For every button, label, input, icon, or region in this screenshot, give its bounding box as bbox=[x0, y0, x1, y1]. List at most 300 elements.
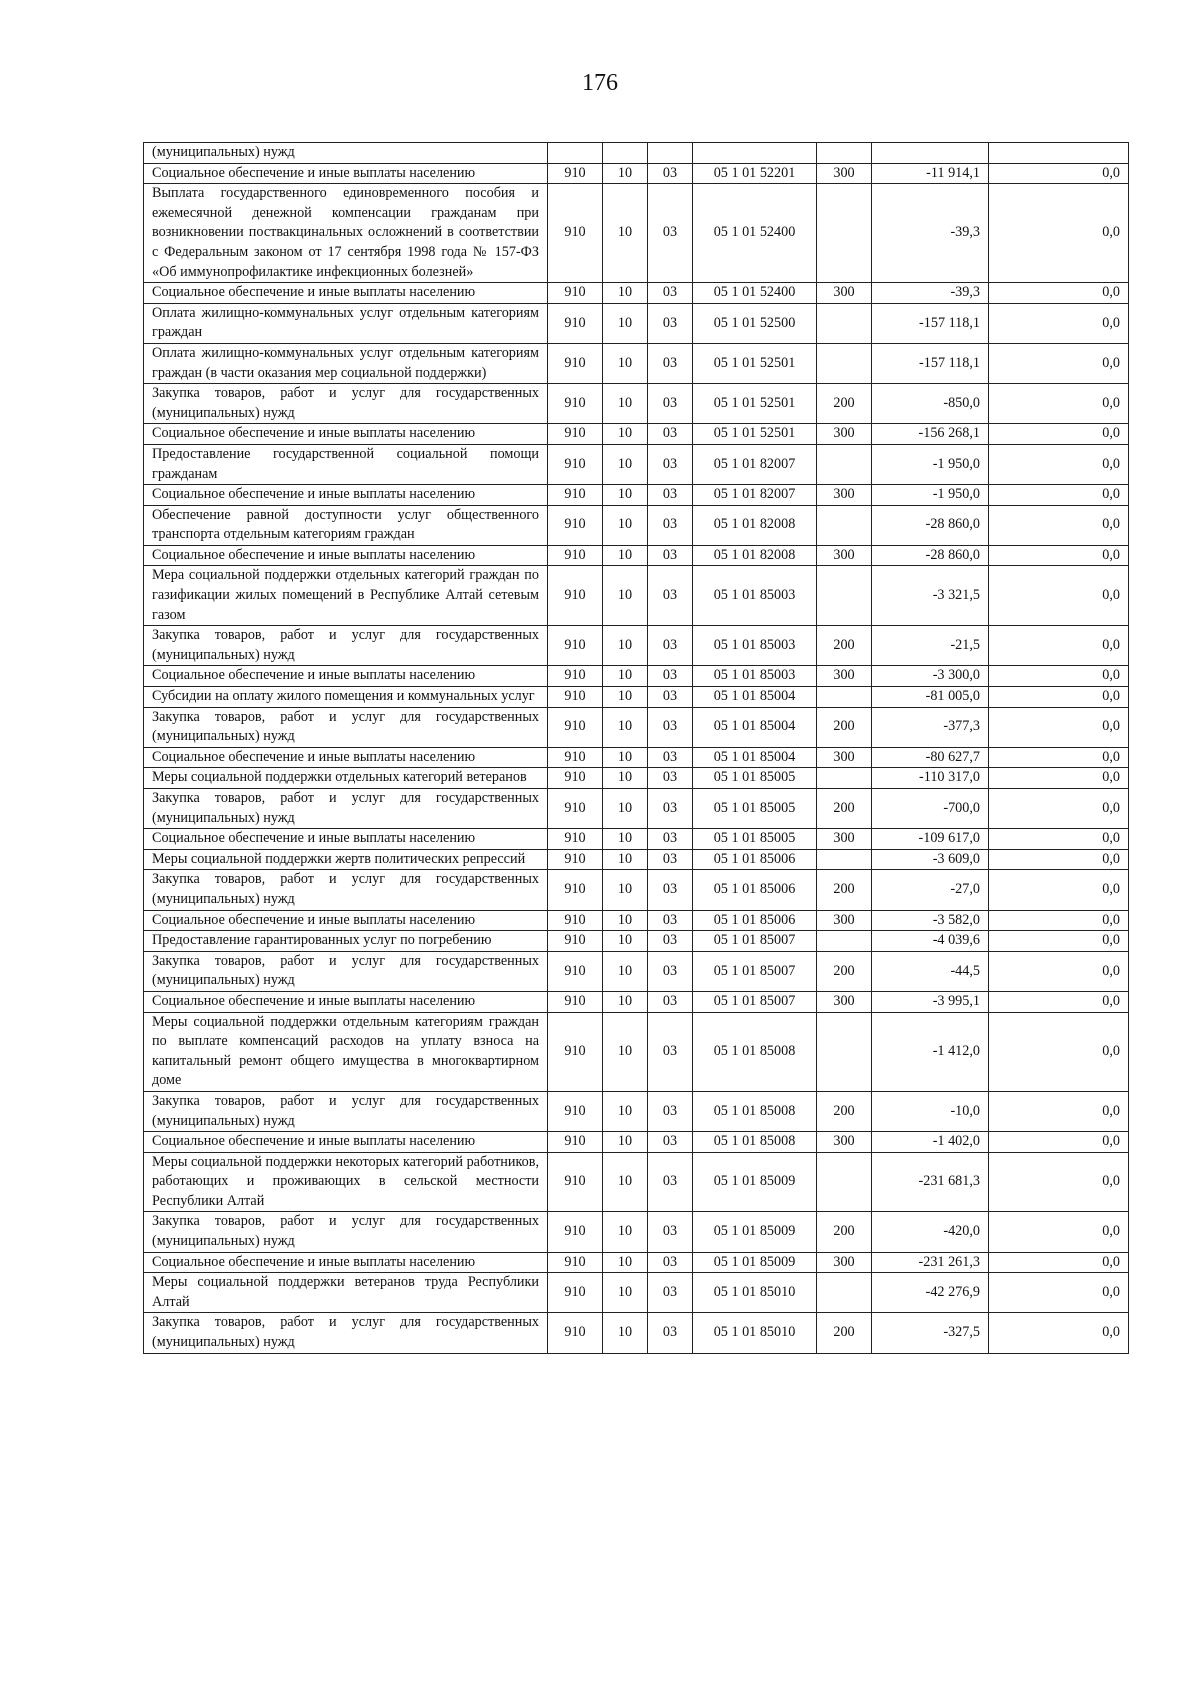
cell-amount-second: 0,0 bbox=[989, 384, 1129, 424]
cell-ministry-code: 910 bbox=[548, 829, 603, 850]
cell-description: Закупка товаров, работ и услуг для государственных (муниципальных) нужд bbox=[144, 1313, 548, 1353]
table-row bbox=[144, 184, 1129, 283]
cell-description: Оплата жилищно-коммунальных услуг отдельным категориям граждан (в части оказания мер социальной поддержки) bbox=[144, 343, 548, 383]
cell-ministry-code: 910 bbox=[548, 1252, 603, 1273]
cell-amount-second: 0,0 bbox=[989, 283, 1129, 304]
cell-section-code: 10 bbox=[603, 545, 648, 566]
cell-expense-type: 300 bbox=[817, 666, 872, 687]
cell-section-code: 10 bbox=[603, 343, 648, 383]
cell-subsection-code: 03 bbox=[648, 444, 693, 484]
cell-section-code: 10 bbox=[603, 687, 648, 708]
cell-amount-second: 0,0 bbox=[989, 163, 1129, 184]
cell-section-code: 10 bbox=[603, 1012, 648, 1091]
cell-target-article: 05 1 01 52201 bbox=[693, 163, 817, 184]
cell-description: Меры социальной поддержки отдельным категориям граждан по выплате компенсаций расходов на уплату взноса на капитальный ремонт общего имущества в многоквартирном доме bbox=[144, 1012, 548, 1091]
table-row bbox=[144, 566, 1129, 626]
cell-section-code: 10 bbox=[603, 384, 648, 424]
cell-amount-second: 0,0 bbox=[989, 444, 1129, 484]
cell-amount-change: -39,3 bbox=[872, 184, 989, 283]
cell-expense-type bbox=[817, 931, 872, 952]
cell-description: Социальное обеспечение и иные выплаты населению bbox=[144, 1252, 548, 1273]
cell-description: Социальное обеспечение и иные выплаты населению bbox=[144, 747, 548, 768]
cell-target-article: 05 1 01 85007 bbox=[693, 931, 817, 952]
cell-ministry-code: 910 bbox=[548, 1273, 603, 1313]
cell-target-article: 05 1 01 85004 bbox=[693, 747, 817, 768]
cell-target-article: 05 1 01 85004 bbox=[693, 687, 817, 708]
cell-expense-type bbox=[817, 849, 872, 870]
cell-expense-type bbox=[817, 1273, 872, 1313]
cell-section-code: 10 bbox=[603, 1091, 648, 1131]
cell-subsection-code: 03 bbox=[648, 1313, 693, 1353]
cell-amount-change: -156 268,1 bbox=[872, 424, 989, 445]
cell-subsection-code: 03 bbox=[648, 184, 693, 283]
cell-amount-second: 0,0 bbox=[989, 687, 1129, 708]
cell-ministry-code: 910 bbox=[548, 283, 603, 304]
cell-section-code: 10 bbox=[603, 768, 648, 789]
cell-ministry-code: 910 bbox=[548, 485, 603, 506]
cell-target-article: 05 1 01 85003 bbox=[693, 666, 817, 687]
cell-section-code: 10 bbox=[603, 789, 648, 829]
cell-section-code: 10 bbox=[603, 1152, 648, 1212]
cell-description: Закупка товаров, работ и услуг для государственных (муниципальных) нужд bbox=[144, 789, 548, 829]
cell-section-code: 10 bbox=[603, 444, 648, 484]
cell-expense-type: 200 bbox=[817, 1212, 872, 1252]
cell-description: Мера социальной поддержки отдельных категорий граждан по газификации жилых помещений в Республике Алтай сетевым газом bbox=[144, 566, 548, 626]
cell-expense-type bbox=[817, 143, 872, 164]
cell-section-code: 10 bbox=[603, 910, 648, 931]
cell-subsection-code: 03 bbox=[648, 829, 693, 850]
cell-ministry-code: 910 bbox=[548, 707, 603, 747]
table-row bbox=[144, 931, 1129, 952]
cell-description: Закупка товаров, работ и услуг для государственных (муниципальных) нужд bbox=[144, 707, 548, 747]
cell-amount-second: 0,0 bbox=[989, 1212, 1129, 1252]
cell-target-article: 05 1 01 85008 bbox=[693, 1132, 817, 1153]
cell-amount-change: -81 005,0 bbox=[872, 687, 989, 708]
cell-ministry-code bbox=[548, 143, 603, 164]
cell-subsection-code: 03 bbox=[648, 991, 693, 1012]
cell-subsection-code: 03 bbox=[648, 789, 693, 829]
cell-target-article: 05 1 01 85005 bbox=[693, 789, 817, 829]
table-row bbox=[144, 485, 1129, 506]
cell-amount-change: -110 317,0 bbox=[872, 768, 989, 789]
cell-section-code: 10 bbox=[603, 485, 648, 506]
cell-subsection-code: 03 bbox=[648, 303, 693, 343]
table-row bbox=[144, 1132, 1129, 1153]
cell-description: Закупка товаров, работ и услуг для государственных (муниципальных) нужд bbox=[144, 951, 548, 991]
cell-section-code: 10 bbox=[603, 1132, 648, 1153]
cell-amount-second: 0,0 bbox=[989, 343, 1129, 383]
cell-target-article: 05 1 01 85005 bbox=[693, 829, 817, 850]
cell-amount-change: -3 582,0 bbox=[872, 910, 989, 931]
cell-amount-change: -1 412,0 bbox=[872, 1012, 989, 1091]
table-row bbox=[144, 444, 1129, 484]
cell-amount-second: 0,0 bbox=[989, 747, 1129, 768]
table-row bbox=[144, 951, 1129, 991]
cell-target-article: 05 1 01 52501 bbox=[693, 384, 817, 424]
cell-expense-type: 300 bbox=[817, 910, 872, 931]
cell-ministry-code: 910 bbox=[548, 789, 603, 829]
cell-expense-type bbox=[817, 687, 872, 708]
cell-subsection-code: 03 bbox=[648, 1132, 693, 1153]
table-row bbox=[144, 303, 1129, 343]
cell-subsection-code: 03 bbox=[648, 951, 693, 991]
cell-amount-second: 0,0 bbox=[989, 951, 1129, 991]
cell-target-article: 05 1 01 52400 bbox=[693, 184, 817, 283]
cell-description: Социальное обеспечение и иные выплаты населению bbox=[144, 910, 548, 931]
table-row bbox=[144, 343, 1129, 383]
table-row bbox=[144, 849, 1129, 870]
cell-section-code: 10 bbox=[603, 991, 648, 1012]
cell-amount-second: 0,0 bbox=[989, 1273, 1129, 1313]
cell-subsection-code: 03 bbox=[648, 343, 693, 383]
cell-amount-second: 0,0 bbox=[989, 1252, 1129, 1273]
cell-section-code: 10 bbox=[603, 566, 648, 626]
cell-target-article: 05 1 01 85005 bbox=[693, 768, 817, 789]
cell-amount-change: -28 860,0 bbox=[872, 545, 989, 566]
cell-expense-type: 300 bbox=[817, 163, 872, 184]
cell-section-code: 10 bbox=[603, 829, 648, 850]
cell-subsection-code: 03 bbox=[648, 545, 693, 566]
cell-target-article: 05 1 01 85006 bbox=[693, 870, 817, 910]
cell-amount-second: 0,0 bbox=[989, 870, 1129, 910]
cell-subsection-code: 03 bbox=[648, 1252, 693, 1273]
table-row bbox=[144, 1313, 1129, 1353]
table-row bbox=[144, 384, 1129, 424]
table-row bbox=[144, 1012, 1129, 1091]
cell-amount-second: 0,0 bbox=[989, 1091, 1129, 1131]
cell-description: Предоставление гарантированных услуг по погребению bbox=[144, 931, 548, 952]
budget-table bbox=[143, 142, 1129, 1354]
cell-section-code: 10 bbox=[603, 747, 648, 768]
table-row bbox=[144, 1212, 1129, 1252]
cell-description: (муниципальных) нужд bbox=[144, 143, 548, 164]
cell-expense-type: 300 bbox=[817, 545, 872, 566]
cell-amount-change bbox=[872, 143, 989, 164]
table-row bbox=[144, 545, 1129, 566]
cell-amount-change: -157 118,1 bbox=[872, 343, 989, 383]
cell-ministry-code: 910 bbox=[548, 747, 603, 768]
cell-ministry-code: 910 bbox=[548, 870, 603, 910]
cell-amount-second: 0,0 bbox=[989, 184, 1129, 283]
cell-target-article: 05 1 01 85007 bbox=[693, 991, 817, 1012]
cell-amount-change: -80 627,7 bbox=[872, 747, 989, 768]
table-row bbox=[144, 1273, 1129, 1313]
table-row bbox=[144, 283, 1129, 304]
cell-description: Предоставление государственной социальной помощи гражданам bbox=[144, 444, 548, 484]
cell-subsection-code: 03 bbox=[648, 505, 693, 545]
cell-section-code: 10 bbox=[603, 951, 648, 991]
cell-amount-change: -1 402,0 bbox=[872, 1132, 989, 1153]
cell-amount-change: -27,0 bbox=[872, 870, 989, 910]
cell-amount-change: -4 039,6 bbox=[872, 931, 989, 952]
cell-target-article: 05 1 01 85003 bbox=[693, 566, 817, 626]
cell-ministry-code: 910 bbox=[548, 1091, 603, 1131]
cell-amount-change: -3 995,1 bbox=[872, 991, 989, 1012]
cell-expense-type: 200 bbox=[817, 384, 872, 424]
table-row bbox=[144, 1152, 1129, 1212]
cell-description: Социальное обеспечение и иные выплаты населению bbox=[144, 424, 548, 445]
cell-description: Социальное обеспечение и иные выплаты населению bbox=[144, 485, 548, 506]
cell-ministry-code: 910 bbox=[548, 566, 603, 626]
cell-amount-change: -700,0 bbox=[872, 789, 989, 829]
table-row bbox=[144, 687, 1129, 708]
cell-amount-change: -377,3 bbox=[872, 707, 989, 747]
cell-amount-change: -3 300,0 bbox=[872, 666, 989, 687]
cell-ministry-code: 910 bbox=[548, 951, 603, 991]
cell-subsection-code: 03 bbox=[648, 384, 693, 424]
cell-expense-type: 200 bbox=[817, 789, 872, 829]
cell-expense-type bbox=[817, 303, 872, 343]
cell-amount-change: -231 261,3 bbox=[872, 1252, 989, 1273]
cell-amount-change: -44,5 bbox=[872, 951, 989, 991]
cell-target-article: 05 1 01 85009 bbox=[693, 1212, 817, 1252]
cell-target-article: 05 1 01 85003 bbox=[693, 626, 817, 666]
cell-amount-second: 0,0 bbox=[989, 829, 1129, 850]
cell-amount-second: 0,0 bbox=[989, 910, 1129, 931]
cell-expense-type: 200 bbox=[817, 707, 872, 747]
cell-section-code: 10 bbox=[603, 424, 648, 445]
table-row bbox=[144, 747, 1129, 768]
cell-subsection-code: 03 bbox=[648, 485, 693, 506]
cell-expense-type bbox=[817, 1012, 872, 1091]
cell-section-code: 10 bbox=[603, 184, 648, 283]
cell-target-article: 05 1 01 52400 bbox=[693, 283, 817, 304]
table-row bbox=[144, 789, 1129, 829]
cell-description: Социальное обеспечение и иные выплаты населению bbox=[144, 163, 548, 184]
cell-expense-type: 200 bbox=[817, 870, 872, 910]
table-row bbox=[144, 163, 1129, 184]
cell-ministry-code: 910 bbox=[548, 444, 603, 484]
cell-amount-change: -10,0 bbox=[872, 1091, 989, 1131]
cell-target-article: 05 1 01 82007 bbox=[693, 485, 817, 506]
cell-description: Выплата государственного единовременного пособия и ежемесячной денежной компенсации гражданам при возникновении поствакцинальных осложнений в соответствии с Федеральным законом от 17 сентября 1998 года № 157-ФЗ «Об иммунопрофилактике инфекционных болезней» bbox=[144, 184, 548, 283]
cell-ministry-code: 910 bbox=[548, 626, 603, 666]
cell-amount-change: -3 321,5 bbox=[872, 566, 989, 626]
cell-ministry-code: 910 bbox=[548, 505, 603, 545]
cell-target-article: 05 1 01 85010 bbox=[693, 1313, 817, 1353]
cell-amount-change: -420,0 bbox=[872, 1212, 989, 1252]
cell-target-article: 05 1 01 82008 bbox=[693, 505, 817, 545]
cell-description: Меры социальной поддержки ветеранов труда Республики Алтай bbox=[144, 1273, 548, 1313]
cell-amount-change: -28 860,0 bbox=[872, 505, 989, 545]
table-row bbox=[144, 870, 1129, 910]
cell-amount-second: 0,0 bbox=[989, 789, 1129, 829]
table-row bbox=[144, 1091, 1129, 1131]
cell-description: Закупка товаров, работ и услуг для государственных (муниципальных) нужд bbox=[144, 1212, 548, 1252]
cell-target-article: 05 1 01 82008 bbox=[693, 545, 817, 566]
cell-section-code: 10 bbox=[603, 870, 648, 910]
cell-expense-type: 300 bbox=[817, 424, 872, 445]
cell-amount-change: -3 609,0 bbox=[872, 849, 989, 870]
cell-ministry-code: 910 bbox=[548, 666, 603, 687]
cell-subsection-code: 03 bbox=[648, 707, 693, 747]
table-row bbox=[144, 991, 1129, 1012]
cell-ministry-code: 910 bbox=[548, 1152, 603, 1212]
cell-subsection-code: 03 bbox=[648, 1212, 693, 1252]
cell-section-code: 10 bbox=[603, 283, 648, 304]
cell-target-article: 05 1 01 82007 bbox=[693, 444, 817, 484]
cell-section-code: 10 bbox=[603, 666, 648, 687]
cell-expense-type: 300 bbox=[817, 485, 872, 506]
cell-expense-type: 300 bbox=[817, 283, 872, 304]
cell-expense-type: 200 bbox=[817, 951, 872, 991]
cell-ministry-code: 910 bbox=[548, 545, 603, 566]
cell-amount-second bbox=[989, 143, 1129, 164]
cell-description: Социальное обеспечение и иные выплаты населению bbox=[144, 1132, 548, 1153]
cell-target-article: 05 1 01 85006 bbox=[693, 910, 817, 931]
cell-subsection-code: 03 bbox=[648, 626, 693, 666]
cell-subsection-code: 03 bbox=[648, 424, 693, 445]
cell-subsection-code: 03 bbox=[648, 283, 693, 304]
cell-description: Оплата жилищно-коммунальных услуг отдельным категориям граждан bbox=[144, 303, 548, 343]
cell-target-article: 05 1 01 85007 bbox=[693, 951, 817, 991]
cell-expense-type: 200 bbox=[817, 1091, 872, 1131]
cell-ministry-code: 910 bbox=[548, 687, 603, 708]
cell-ministry-code: 910 bbox=[548, 184, 603, 283]
cell-target-article: 05 1 01 85009 bbox=[693, 1152, 817, 1212]
cell-expense-type bbox=[817, 1152, 872, 1212]
cell-expense-type bbox=[817, 343, 872, 383]
cell-section-code: 10 bbox=[603, 303, 648, 343]
table-row bbox=[144, 505, 1129, 545]
table-row bbox=[144, 707, 1129, 747]
cell-section-code bbox=[603, 143, 648, 164]
cell-amount-second: 0,0 bbox=[989, 626, 1129, 666]
cell-ministry-code: 910 bbox=[548, 163, 603, 184]
cell-expense-type: 300 bbox=[817, 1252, 872, 1273]
cell-description: Закупка товаров, работ и услуг для государственных (муниципальных) нужд bbox=[144, 870, 548, 910]
cell-ministry-code: 910 bbox=[548, 1313, 603, 1353]
cell-amount-second: 0,0 bbox=[989, 1012, 1129, 1091]
cell-description: Социальное обеспечение и иные выплаты населению bbox=[144, 829, 548, 850]
cell-subsection-code: 03 bbox=[648, 1012, 693, 1091]
cell-section-code: 10 bbox=[603, 1252, 648, 1273]
table-row bbox=[144, 666, 1129, 687]
table-body bbox=[144, 143, 1129, 1354]
table-row bbox=[144, 910, 1129, 931]
cell-target-article: 05 1 01 85006 bbox=[693, 849, 817, 870]
cell-ministry-code: 910 bbox=[548, 1212, 603, 1252]
cell-description: Меры социальной поддержки жертв политических репрессий bbox=[144, 849, 548, 870]
cell-amount-second: 0,0 bbox=[989, 991, 1129, 1012]
cell-subsection-code: 03 bbox=[648, 931, 693, 952]
cell-description: Закупка товаров, работ и услуг для государственных (муниципальных) нужд bbox=[144, 1091, 548, 1131]
cell-amount-change: -1 950,0 bbox=[872, 444, 989, 484]
cell-ministry-code: 910 bbox=[548, 768, 603, 789]
cell-expense-type: 300 bbox=[817, 829, 872, 850]
cell-subsection-code: 03 bbox=[648, 747, 693, 768]
cell-description: Социальное обеспечение и иные выплаты населению bbox=[144, 991, 548, 1012]
cell-amount-second: 0,0 bbox=[989, 849, 1129, 870]
cell-ministry-code: 910 bbox=[548, 424, 603, 445]
cell-subsection-code bbox=[648, 143, 693, 164]
cell-section-code: 10 bbox=[603, 626, 648, 666]
cell-description: Закупка товаров, работ и услуг для государственных (муниципальных) нужд bbox=[144, 626, 548, 666]
cell-expense-type bbox=[817, 184, 872, 283]
cell-target-article: 05 1 01 52501 bbox=[693, 343, 817, 383]
cell-amount-change: -109 617,0 bbox=[872, 829, 989, 850]
cell-ministry-code: 910 bbox=[548, 303, 603, 343]
cell-amount-second: 0,0 bbox=[989, 424, 1129, 445]
cell-section-code: 10 bbox=[603, 849, 648, 870]
cell-description: Закупка товаров, работ и услуг для государственных (муниципальных) нужд bbox=[144, 384, 548, 424]
cell-amount-change: -850,0 bbox=[872, 384, 989, 424]
cell-expense-type: 300 bbox=[817, 991, 872, 1012]
cell-description: Обеспечение равной доступности услуг общественного транспорта отдельным категориям граждан bbox=[144, 505, 548, 545]
cell-amount-second: 0,0 bbox=[989, 566, 1129, 626]
cell-subsection-code: 03 bbox=[648, 849, 693, 870]
cell-amount-second: 0,0 bbox=[989, 931, 1129, 952]
cell-description: Социальное обеспечение и иные выплаты населению bbox=[144, 666, 548, 687]
cell-ministry-code: 910 bbox=[548, 910, 603, 931]
cell-expense-type bbox=[817, 444, 872, 484]
cell-subsection-code: 03 bbox=[648, 768, 693, 789]
cell-expense-type: 300 bbox=[817, 1132, 872, 1153]
cell-ministry-code: 910 bbox=[548, 384, 603, 424]
cell-amount-second: 0,0 bbox=[989, 505, 1129, 545]
cell-subsection-code: 03 bbox=[648, 163, 693, 184]
cell-amount-second: 0,0 bbox=[989, 1152, 1129, 1212]
cell-subsection-code: 03 bbox=[648, 666, 693, 687]
cell-expense-type bbox=[817, 505, 872, 545]
cell-ministry-code: 910 bbox=[548, 849, 603, 870]
table-row bbox=[144, 626, 1129, 666]
cell-subsection-code: 03 bbox=[648, 1091, 693, 1131]
cell-amount-change: -39,3 bbox=[872, 283, 989, 304]
page-number: 176 bbox=[582, 70, 618, 96]
cell-ministry-code: 910 bbox=[548, 931, 603, 952]
cell-expense-type: 200 bbox=[817, 1313, 872, 1353]
cell-section-code: 10 bbox=[603, 931, 648, 952]
cell-target-article: 05 1 01 85008 bbox=[693, 1012, 817, 1091]
cell-amount-second: 0,0 bbox=[989, 303, 1129, 343]
cell-amount-change: -21,5 bbox=[872, 626, 989, 666]
cell-amount-second: 0,0 bbox=[989, 707, 1129, 747]
cell-ministry-code: 910 bbox=[548, 1012, 603, 1091]
table-row bbox=[144, 1252, 1129, 1273]
cell-target-article: 05 1 01 85009 bbox=[693, 1252, 817, 1273]
cell-expense-type bbox=[817, 768, 872, 789]
cell-expense-type: 300 bbox=[817, 747, 872, 768]
cell-subsection-code: 03 bbox=[648, 566, 693, 626]
cell-section-code: 10 bbox=[603, 505, 648, 545]
cell-description: Социальное обеспечение и иные выплаты населению bbox=[144, 283, 548, 304]
cell-ministry-code: 910 bbox=[548, 1132, 603, 1153]
cell-expense-type bbox=[817, 566, 872, 626]
cell-target-article: 05 1 01 85010 bbox=[693, 1273, 817, 1313]
cell-description: Меры социальной поддержки некоторых категорий работников, работающих и проживающих в сельской местности Республики Алтай bbox=[144, 1152, 548, 1212]
cell-target-article bbox=[693, 143, 817, 164]
cell-amount-second: 0,0 bbox=[989, 1132, 1129, 1153]
cell-amount-change: -42 276,9 bbox=[872, 1273, 989, 1313]
cell-target-article: 05 1 01 52501 bbox=[693, 424, 817, 445]
cell-description: Субсидии на оплату жилого помещения и коммунальных услуг bbox=[144, 687, 548, 708]
cell-subsection-code: 03 bbox=[648, 1152, 693, 1212]
cell-amount-change: -11 914,1 bbox=[872, 163, 989, 184]
cell-subsection-code: 03 bbox=[648, 1273, 693, 1313]
cell-amount-second: 0,0 bbox=[989, 666, 1129, 687]
cell-ministry-code: 910 bbox=[548, 991, 603, 1012]
table-row bbox=[144, 424, 1129, 445]
table-row bbox=[144, 829, 1129, 850]
cell-section-code: 10 bbox=[603, 163, 648, 184]
cell-expense-type: 200 bbox=[817, 626, 872, 666]
cell-section-code: 10 bbox=[603, 707, 648, 747]
cell-subsection-code: 03 bbox=[648, 910, 693, 931]
cell-amount-change: -231 681,3 bbox=[872, 1152, 989, 1212]
cell-target-article: 05 1 01 85004 bbox=[693, 707, 817, 747]
cell-description: Меры социальной поддержки отдельных категорий ветеранов bbox=[144, 768, 548, 789]
